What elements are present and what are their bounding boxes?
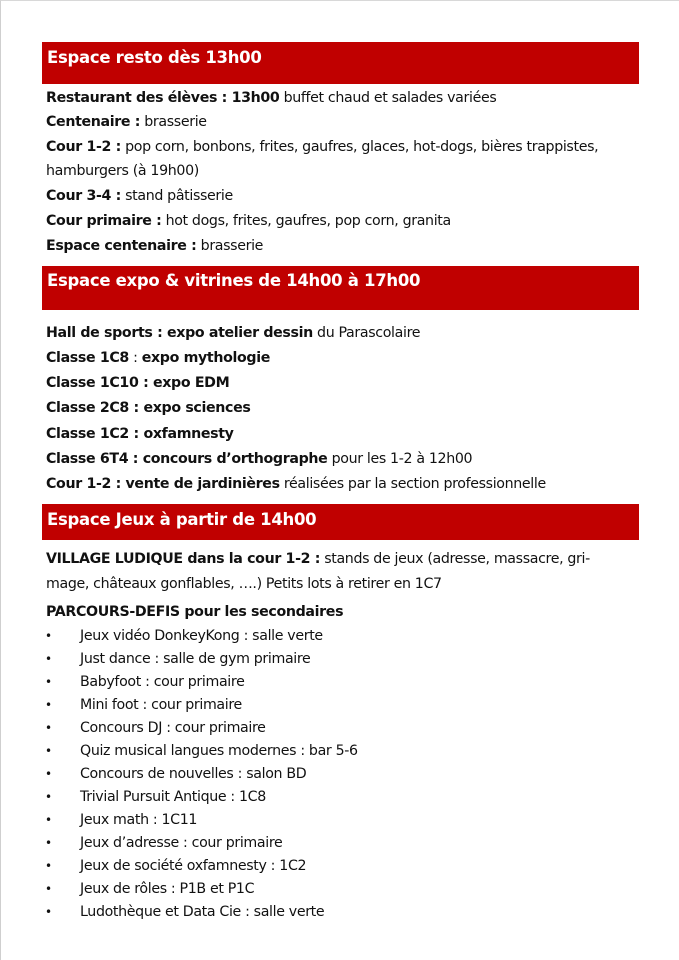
bullet-icon: •: [45, 813, 52, 827]
resto-line: Centenaire : brasserie: [46, 114, 207, 130]
document-page: Espace resto dès 13h00 Restaurant des élèves : 13h00 buffet chaud et salades variées Centenaire : brasserie Cour 1-2 : pop corn, bonbons, frites, gaufres, glaces, hot-dogs, bières trappistes, hamburgers (à 19h00) Cour 3-4 : stand pâtisserie Cour primaire : hot dogs, frites, gaufres, pop corn, granita Espace centenaire : brasserie Espace expo & vitrines de 14h00 à 17h00 Hall de sports : expo atelier dessin du Parascolaire Classe 1C8 : expo mythologie Classe 1C10 : expo EDM Classe 2C8 : expo sciences Classe 1C2 : oxfamnesty Classe 6T4 : concours d’orthographe pour les 1-2 à 12h00 Cour 1-2 : vente de jardinières réalisées par la section professionnelle Espace Jeux à partir de 14h00 VILLAGE LUDIQUE dans la cour 1-2 : stands de jeux (adresse, massacre, gri- mage, châteaux gonflables, ….) Petits lots à retirer en 1C7 PARCOURS-DEFIS pour les secondaires • Jeux vidéo DonkeyKong : salle verte • Just dance : salle de gym primaire • Babyfoot : cour primaire • Mini foot : cour primaire • Concours DJ : cour primaire • Quiz musical langues modernes : bar 5-6 • Concours de nouvelles : salon BD • Trivial Pursuit Antique : 1C8 • Jeux math : 1C11 • Jeux d’adresse : cour primaire • Jeux de société oxfamnesty : 1C2 • Jeux de rôles : P1B et P1C • Ludothèque et Data Cie : salle verte: [0, 0, 679, 960]
expo-line: Classe 1C8 : expo mythologie: [46, 350, 270, 366]
resto-line: hamburgers (à 19h00): [46, 163, 199, 179]
bullet-icon: •: [45, 905, 52, 919]
bullet-icon: •: [45, 721, 52, 735]
bullet-icon: •: [45, 882, 52, 896]
resto-line: Restaurant des élèves : 13h00 buffet chaud et salades variées: [46, 90, 497, 106]
section-header-resto: [42, 42, 639, 84]
bullet-icon: •: [45, 767, 52, 781]
expo-line: Classe 1C2 : oxfamnesty: [46, 426, 234, 442]
expo-line: Classe 6T4 : concours d’orthographe pour les 1-2 à 12h00: [46, 451, 473, 467]
section-header-expo: [42, 266, 639, 310]
bullet-icon: •: [45, 790, 52, 804]
section-title: Espace Jeux à partir de 14h00: [47, 510, 317, 529]
expo-line: Classe 2C8 : expo sciences: [46, 400, 251, 416]
section-header-jeux: [42, 504, 639, 540]
resto-line: Espace centenaire : brasserie: [46, 238, 264, 254]
parcours-title: PARCOURS-DEFIS pour les secondaires: [46, 604, 344, 620]
resto-line: Cour primaire : hot dogs, frites, gaufres, pop corn, granita: [46, 213, 451, 229]
section-title: Espace resto dès 13h00: [47, 48, 262, 67]
resto-line: Cour 3-4 : stand pâtisserie: [46, 188, 233, 204]
resto-line: Cour 1-2 : pop corn, bonbons, frites, gaufres, glaces, hot-dogs, bières trappistes,: [46, 139, 599, 155]
bullet-icon: •: [45, 744, 52, 758]
bullet-icon: •: [45, 652, 52, 666]
bullet-icon: •: [45, 859, 52, 873]
expo-line: Classe 1C10 : expo EDM: [46, 375, 230, 391]
section-title: Espace expo & vitrines de 14h00 à 17h00: [47, 271, 421, 290]
bullet-icon: •: [45, 675, 52, 689]
expo-line: Hall de sports : expo atelier dessin du Parascolaire: [46, 325, 421, 341]
bullet-icon: •: [45, 629, 52, 643]
village-line: VILLAGE LUDIQUE dans la cour 1-2 : stands de jeux (adresse, massacre, gri-: [46, 551, 590, 567]
expo-line: Cour 1-2 : vente de jardinières réalisées par la section professionnelle: [46, 476, 546, 492]
bullet-icon: •: [45, 836, 52, 850]
bullet-icon: •: [45, 698, 52, 712]
village-line: mage, châteaux gonflables, ….) Petits lots à retirer en 1C7: [46, 576, 442, 592]
